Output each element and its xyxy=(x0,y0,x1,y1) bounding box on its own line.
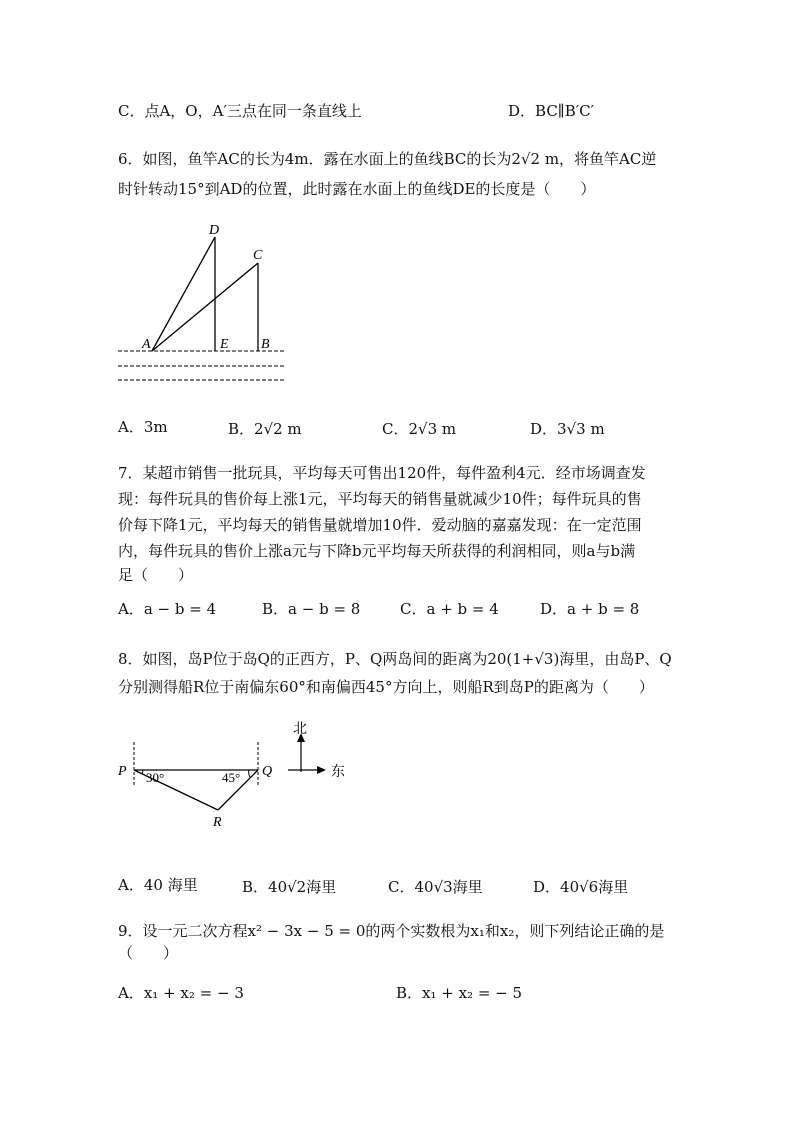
label-B: B xyxy=(261,337,270,352)
q8-island-figure xyxy=(112,720,352,832)
q6-option-c: C．2√3 m xyxy=(382,420,457,438)
label-E: E xyxy=(220,337,229,352)
rod-AC xyxy=(152,263,258,351)
rod-AD xyxy=(152,237,215,351)
label-C: C xyxy=(253,248,263,263)
label-Q: Q xyxy=(262,764,273,779)
q6-option-d: D．3√3 m xyxy=(530,420,605,438)
q5-option-d: D．BC∥B′C′ xyxy=(508,102,595,120)
q7-option-d: D．a + b = 8 xyxy=(540,600,640,618)
q9-option-a: A．x₁ + x₂ = − 3 xyxy=(118,984,244,1002)
q7-stem-line4: 内，每件玩具的售价上涨a元与下降b元平均每天所获得的利润相同，则a与b满 xyxy=(118,542,636,560)
q6-stem-line2: 时针转动15°到AD的位置，此时露在水面上的鱼线DE的长度是（ ） xyxy=(118,180,596,198)
q6-option-b: B．2√2 m xyxy=(228,420,302,438)
q9-option-b: B．x₁ + x₂ = − 5 xyxy=(396,984,523,1002)
label-D: D xyxy=(209,223,220,238)
q8-option-d: D．40√6海里 xyxy=(533,878,629,896)
q8-option-a: A．40 海里 xyxy=(118,876,198,894)
label-P: P xyxy=(118,764,127,779)
label-R: R xyxy=(213,815,222,830)
q7-option-a: A．a − b = 4 xyxy=(118,600,217,618)
q6-fishing-rod-figure xyxy=(110,215,300,385)
q5-option-c: C．点A，O，A′三点在同一条直线上 xyxy=(118,102,362,120)
label-north: 北 xyxy=(293,722,307,737)
q8-stem-line1: 8．如图，岛P位于岛Q的正西方，P、Q两岛间的距离为20(1+√3)海里，由岛P、Q xyxy=(118,650,672,668)
q7-stem-line2: 现：每件玩具的售价每上涨1元，平均每天的销售量就减少10件；每件玩具的售 xyxy=(118,490,642,508)
q6-stem-line1: 6．如图，鱼竿AC的长为4m．露在水面上的鱼线BC的长为2√2 m，将鱼竿AC逆 xyxy=(118,150,657,168)
q7-option-c: C．a + b = 4 xyxy=(400,600,499,618)
label-angle-30: 30° xyxy=(146,770,165,785)
q7-option-b: B．a − b = 8 xyxy=(262,600,361,618)
east-arrow-icon xyxy=(317,766,326,774)
label-A: A xyxy=(142,337,151,352)
q7-stem-line3: 价每下降1元，平均每天的销售量就增加10件．爱动脑的嘉嘉发现：在一定范围 xyxy=(118,516,642,534)
q6-option-a: A．3m xyxy=(118,418,168,436)
q7-stem-line5: 足（ ） xyxy=(118,566,194,584)
q9-stem-line2: （ ） xyxy=(118,944,179,962)
q8-option-c: C．40√3海里 xyxy=(388,878,483,896)
q9-stem-line1: 9．设一元二次方程x² − 3x − 5 = 0的两个实数根为x₁和x₂，则下列结论正确的是 xyxy=(118,922,665,940)
label-east: 东 xyxy=(331,765,345,780)
q7-stem-line1: 7．某超市销售一批玩具，平均每天可售出120件，每件盈利4元．经市场调查发 xyxy=(118,464,646,482)
q8-option-b: B．40√2海里 xyxy=(242,878,337,896)
label-angle-45: 45° xyxy=(222,770,241,785)
q8-stem-line2: 分别测得船R位于南偏东60°和南偏西45°方向上，则船R到岛P的距离为（ ） xyxy=(118,678,654,696)
